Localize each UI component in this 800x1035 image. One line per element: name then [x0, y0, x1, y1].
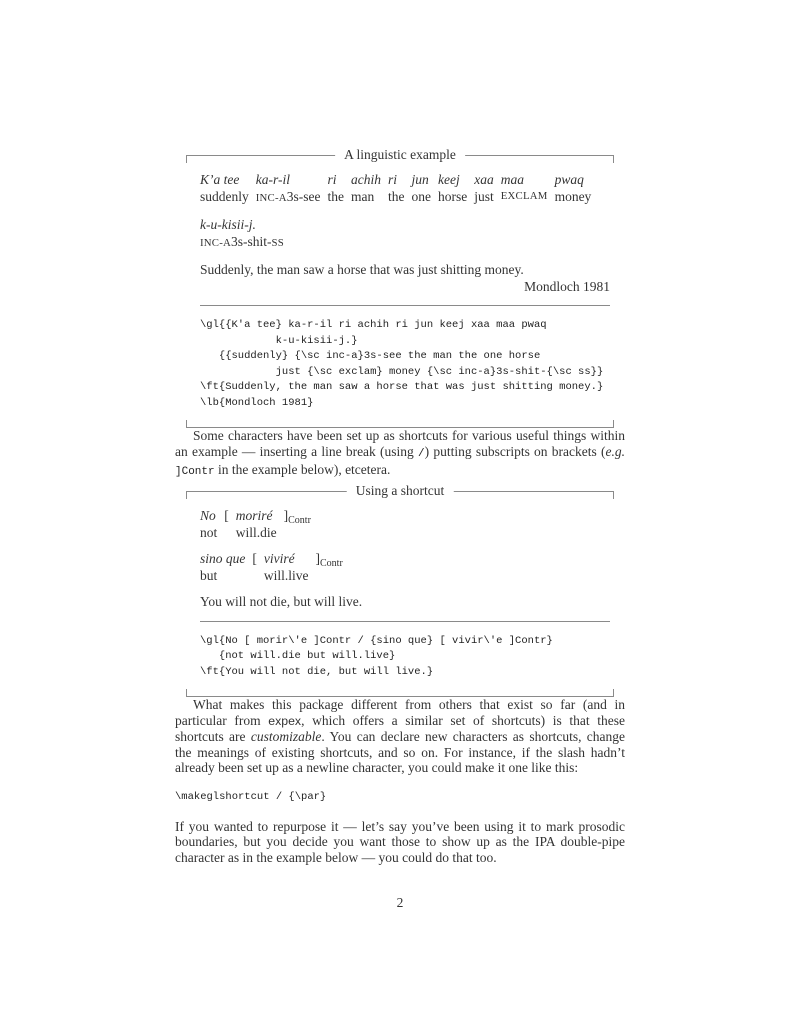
example-separator-rule: [200, 305, 610, 306]
frame-corner-tick: [186, 155, 187, 163]
gloss-gloss-part: 3s-see: [286, 189, 321, 204]
document-page: [175, 0, 625, 911]
italic-text: e.g.: [605, 443, 625, 459]
gloss-gloss-part: 3s-shit-: [231, 234, 272, 249]
gloss-column: [501, 171, 548, 205]
gloss-gloss-word: suddenly: [200, 189, 249, 204]
code-line: {{suddenly} {\sc inc-a}3s-see the man the one horse: [200, 350, 541, 363]
interlinear-gloss-row: [200, 216, 610, 252]
small-caps-gloss: INC-A: [200, 237, 231, 249]
paragraph-text: What makes this package different from others that exist so far (and in particular from: [175, 697, 625, 728]
bracket-subscript: Contr: [288, 514, 311, 526]
gloss-column: [264, 550, 309, 584]
paragraph-customizable: [175, 697, 625, 776]
gloss-gloss-word: will.die: [235, 524, 277, 540]
frame-bottom-rule: [186, 689, 614, 697]
interlinear-gloss-row: [200, 507, 610, 541]
gloss-gloss-word: will.live: [263, 567, 309, 583]
gloss-column: [351, 171, 381, 205]
latex-code-block: [200, 634, 610, 681]
close-bracket-with-subscript: [284, 507, 311, 524]
linguistic-example-box: [186, 147, 614, 428]
gloss-source-word: ri: [388, 172, 398, 187]
gloss-source-word: jun: [411, 172, 429, 187]
gloss-column: [200, 216, 284, 252]
gloss-source-word: viviré: [263, 550, 295, 566]
gloss-gloss-word: [256, 188, 321, 207]
gloss-column: [412, 171, 432, 205]
frame-corner-tick: [186, 420, 187, 428]
gloss-gloss-word: just: [474, 189, 494, 204]
inline-code: /: [418, 447, 425, 460]
code-line: {not will.die but will.live}: [200, 650, 396, 663]
code-line: \gl{{K'a tee} ka-r-il ri achih ri jun keej xaa maa pwaq: [200, 319, 547, 332]
paragraph-text: . You can declare new characters as shortcuts, change the meanings of existing shortcuts, and so on. For instance, if the slash hadn’t already been set up as a newline character, you could make it one like this:: [175, 729, 625, 776]
gloss-source-word: ri: [327, 172, 337, 187]
gloss-source-word: maa: [500, 172, 525, 187]
paragraph-shortcuts-intro: [175, 428, 625, 481]
code-line: \lb{Mondloch 1981}: [200, 396, 314, 409]
gloss-gloss-word: the: [388, 189, 405, 204]
bracket-subscript: Contr: [320, 557, 343, 569]
gloss-column: [236, 507, 277, 541]
gloss-column: [200, 550, 245, 584]
example-box-title: Using a shortcut: [347, 483, 454, 499]
code-line: k-u-kisii-j.}: [200, 334, 358, 347]
gloss-gloss-word: horse: [438, 189, 468, 204]
gloss-column: [256, 171, 321, 207]
free-translation: Suddenly, the man saw a horse that was just shitting money.: [200, 262, 524, 277]
close-bracket: ]: [283, 507, 289, 523]
gloss-source-word: sino que: [200, 550, 246, 566]
code-line: \ft{You will not die, but will live.}: [200, 665, 434, 678]
paragraph-repurpose: If you wanted to repurpose it — let’s say you’ve been using it to mark prosodic boundaries, but you decide you want those to show up as the IPA double-pipe character as in the example below — you could do that too.: [175, 818, 625, 865]
interlinear-gloss-row: [200, 550, 610, 584]
gloss-source-word: pwaq: [554, 172, 584, 187]
gloss-gloss-word: one: [411, 189, 431, 204]
frame-corner-tick: [186, 689, 187, 697]
frame-corner-tick: [613, 491, 614, 499]
gloss-gloss-word: but: [200, 567, 218, 583]
gloss-column: [555, 171, 592, 205]
frame-corner-tick: [186, 491, 187, 499]
gloss-column: [200, 171, 249, 205]
gloss-source-word: keej: [438, 172, 460, 187]
page-number: 2: [396, 895, 404, 911]
code-line: \ft{Suddenly, the man saw a horse that was just shitting money.}: [200, 381, 604, 394]
small-caps-gloss: SS: [271, 237, 284, 249]
gloss-column: [252, 550, 257, 584]
paragraph-text: , which offers a similar set of shortcuts) is that these shortcuts are: [175, 712, 626, 745]
code-line: \gl{No [ morir\'e ]Contr / {sino que} [ vivir\'e ]Contr}: [200, 634, 553, 647]
code-line: just {\sc exclam} money {\sc inc-a}3s-shit-{\sc ss}}: [200, 365, 604, 378]
gloss-gloss-word: money: [554, 189, 592, 204]
latex-code-block: [200, 318, 610, 411]
open-bracket: [: [224, 507, 229, 523]
italic-text: customizable: [250, 729, 322, 745]
gloss-source-word: K’a tee: [200, 172, 240, 187]
frame-top-rule: [186, 147, 614, 163]
frame-bottom-line: [186, 696, 614, 697]
gloss-column: [224, 507, 229, 541]
close-bracket: ]: [315, 550, 320, 566]
gloss-gloss-word: not: [200, 524, 218, 540]
frame-corner-tick: [613, 420, 614, 428]
example-box-title: A linguistic example: [335, 147, 465, 163]
gloss-gloss-word: the: [327, 189, 344, 204]
code-line: \makeglshortcut / {\par}: [175, 791, 327, 804]
gloss-source-word: xaa: [474, 172, 494, 187]
gloss-source-word: No: [200, 507, 216, 523]
small-caps-gloss: EXCLAM: [500, 190, 548, 202]
package-name-expex: expex: [268, 713, 302, 728]
paragraph-text: Some characters have been set up as shortcuts for various useful things within an example — inserting a line break (using: [175, 428, 625, 459]
free-translation: You will not die, but will live.: [200, 593, 363, 609]
gloss-column: [284, 507, 311, 541]
example-box-body: [186, 507, 614, 680]
shortcut-example-box: [186, 483, 614, 697]
frame-bottom-line: [186, 427, 614, 428]
frame-bottom-rule: [186, 420, 614, 428]
frame-corner-tick: [613, 689, 614, 697]
gloss-source-word: ka-r-il: [255, 172, 290, 187]
gloss-column: [316, 550, 343, 584]
small-caps-gloss: INC-A: [255, 192, 287, 204]
paragraph-text: in the example below), etcetera.: [214, 462, 391, 478]
gloss-source-word: moriré: [235, 507, 273, 523]
paragraph-text: ) putting subscripts on brackets (: [424, 443, 606, 459]
gloss-gloss-word: [200, 233, 284, 252]
frame-corner-tick: [613, 155, 614, 163]
interlinear-gloss-row: [200, 171, 610, 207]
makeglshortcut-code: [175, 790, 625, 806]
gloss-source-word: k-u-kisii-j.: [200, 217, 256, 232]
example-separator-rule: [200, 621, 610, 622]
gloss-source-word: achih: [351, 172, 381, 187]
example-box-body: [186, 171, 614, 411]
close-bracket-with-subscript: [316, 550, 343, 567]
gloss-column: [474, 171, 494, 205]
gloss-column: [438, 171, 467, 205]
gloss-gloss-word: man: [351, 189, 375, 204]
example-source-citation: Mondloch 1981: [524, 278, 610, 294]
gloss-column: [388, 171, 405, 205]
gloss-column: [200, 507, 217, 541]
inline-code: ]Contr: [175, 466, 215, 479]
open-bracket: [: [252, 550, 257, 566]
gloss-column: [328, 171, 345, 205]
frame-top-rule: [186, 483, 614, 499]
